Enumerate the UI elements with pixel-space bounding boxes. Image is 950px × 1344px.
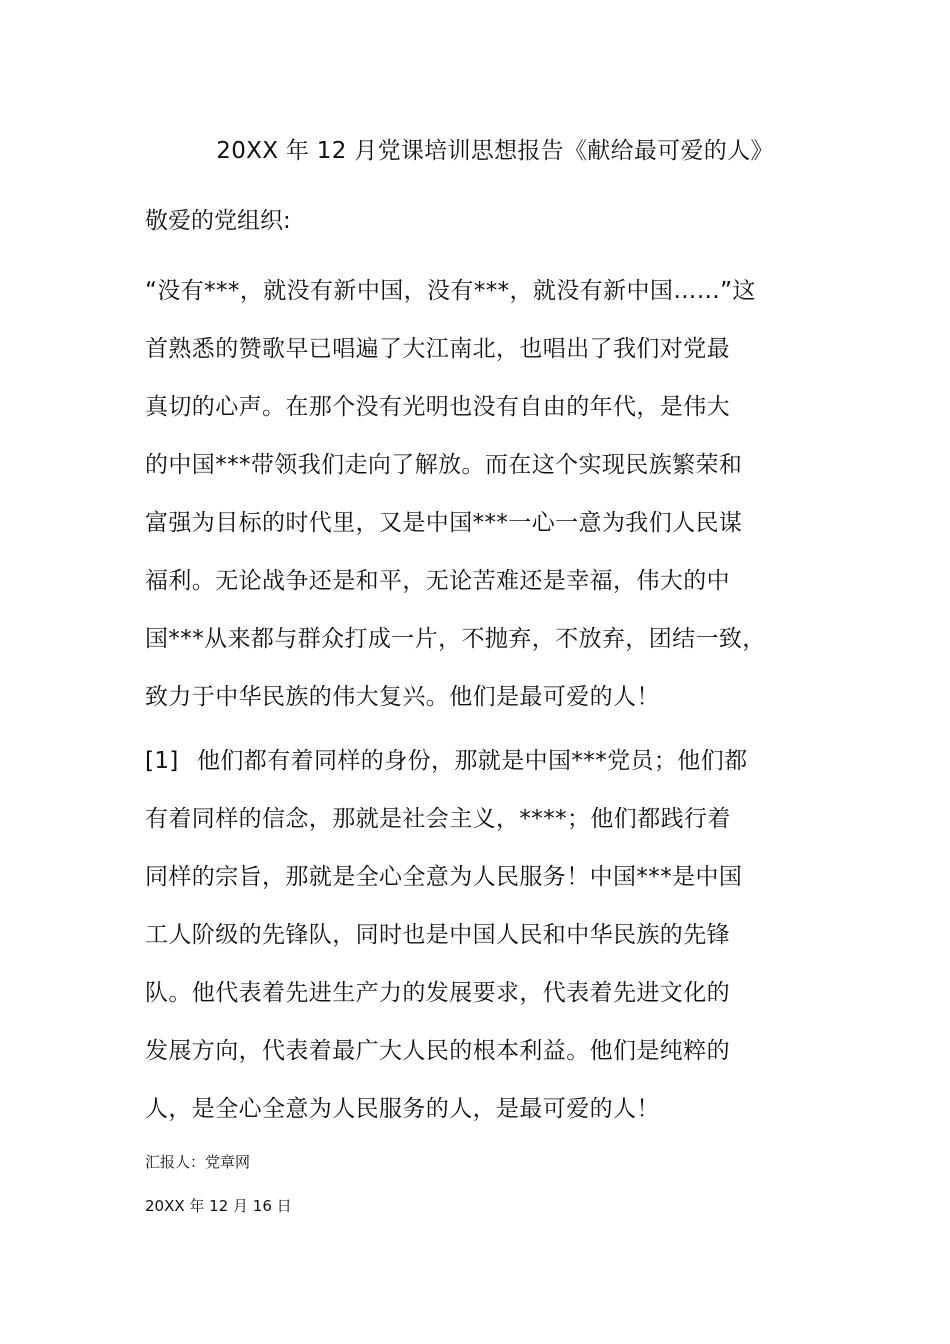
paragraph-first-line: [145, 742, 845, 800]
paragraph-line: 同样的宗旨，那就是全心全意为人民服务！中国***是中国: [145, 864, 743, 890]
paragraph-line: 工人阶级的先锋队，同时也是中国人民和中华民族的先锋: [145, 922, 730, 948]
document-title: 20XX 年 12 月党课培训思想报告《献给最可爱的人》: [216, 138, 774, 164]
salutation: 敬爱的党组织:: [145, 208, 291, 234]
paragraph-line: “没有***，就没有新中国，没有***，就没有新中国……”这: [145, 278, 756, 304]
paragraph-line: 福利。无论战争还是和平，无论苦难还是幸福，伟大的中: [145, 568, 730, 594]
paragraph-line: 真切的心声。在那个没有光明也没有自由的年代，是伟大: [145, 394, 730, 420]
report-date: 20XX 年 12 月 16 日: [145, 1197, 292, 1215]
paragraph-line: 发展方向，代表着最广大人民的根本利益。他们是纯粹的: [145, 1038, 730, 1064]
paragraph-line: 人，是全心全意为人民服务的人，是最可爱的人！: [145, 1096, 660, 1122]
paragraph-2: [145, 742, 845, 1148]
paragraph-line: 的中国***带领我们走向了解放。而在这个实现民族繁荣和: [145, 452, 743, 478]
paragraph-1: [145, 272, 845, 736]
paragraph-line: 国***从来都与群众打成一片，不抛弃，不放弃，团结一致，: [145, 626, 766, 652]
paragraph-line: 首熟悉的赞歌早已唱遍了大江南北，也唱出了我们对党最: [145, 336, 730, 362]
paragraph-line: 队。他代表着先进生产力的发展要求，代表着先进文化的: [145, 980, 730, 1006]
paragraph-line: 致力于中华民族的伟大复兴。他们是最可爱的人！: [145, 684, 660, 710]
paragraph-line: 有着同样的信念，那就是社会主义，****；他们都践行着: [145, 806, 731, 832]
reporter-signature: 汇报人：党章网: [145, 1153, 251, 1171]
paragraph-first-line-text: 他们都有着同样的身份，那就是中国***党员；他们都: [197, 748, 748, 774]
footnote-marker: [1]: [145, 748, 179, 774]
paragraph-line: 富强为目标的时代里，又是中国***一心一意为我们人民谋: [145, 510, 743, 536]
